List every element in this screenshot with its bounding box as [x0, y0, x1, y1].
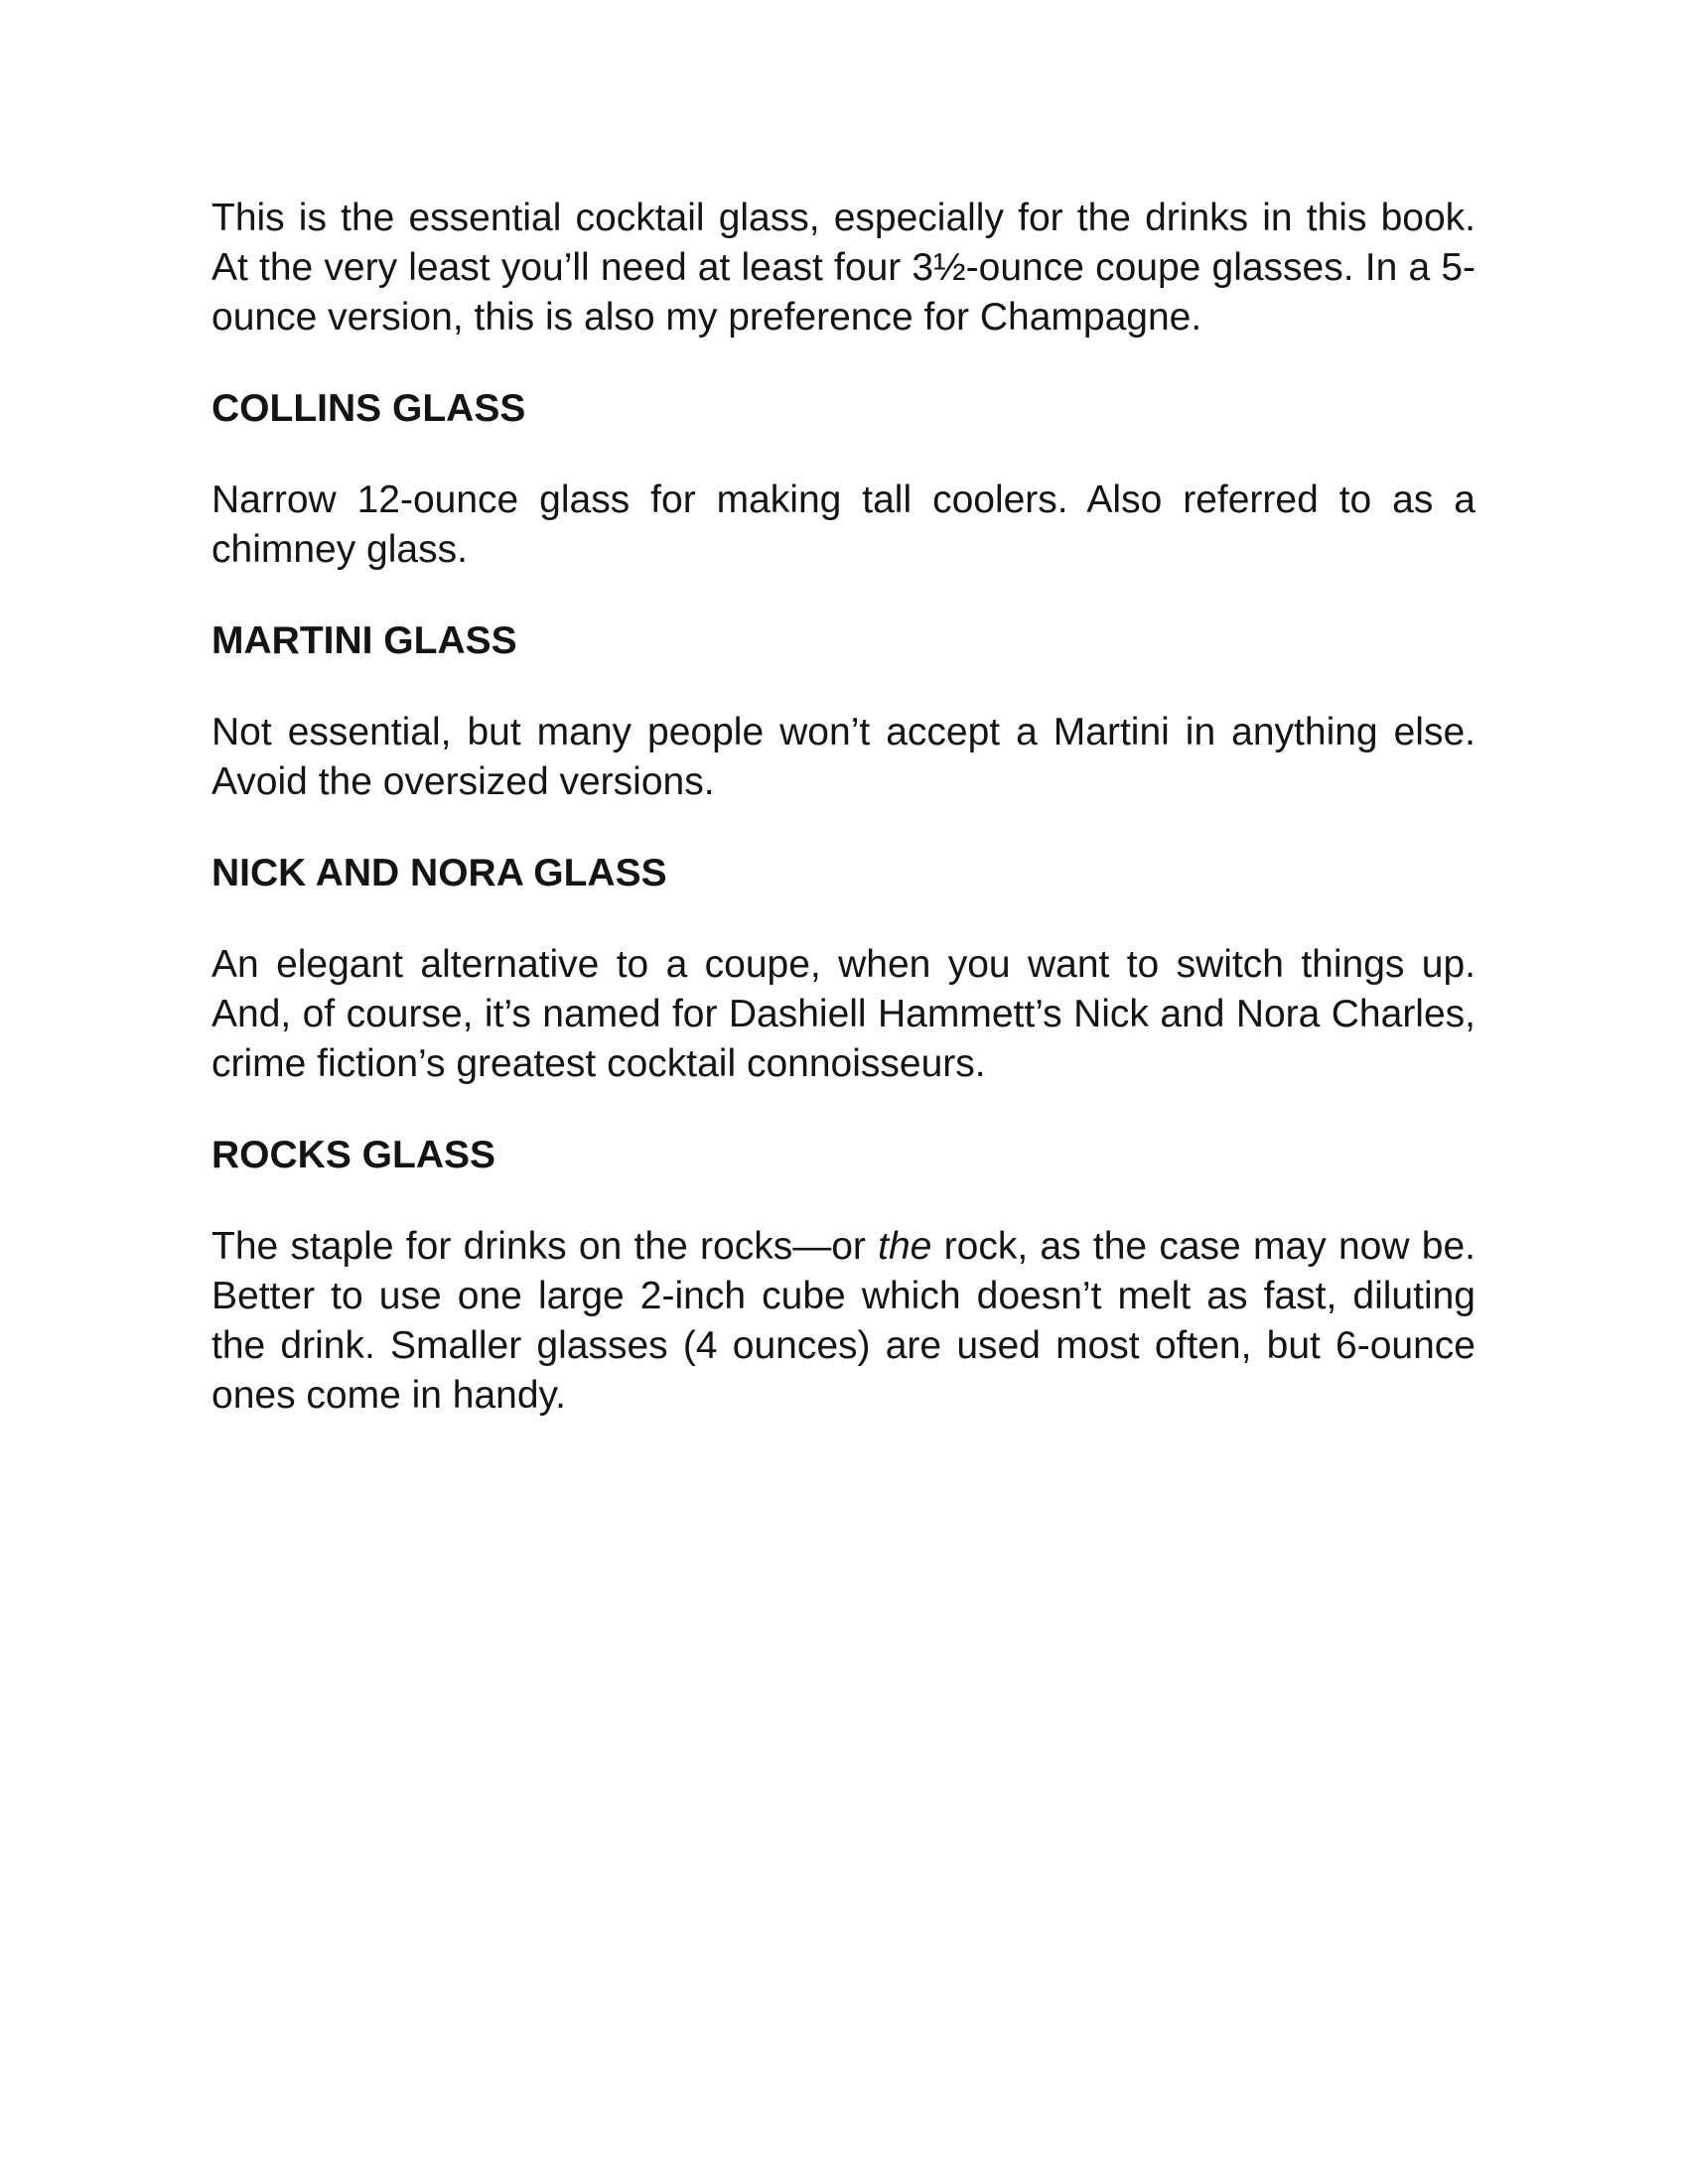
spacer	[211, 1089, 1476, 1131]
rocks-body-text-end: rock, as the case may now be. Better to use one large 2-inch cube which doesn’t melt as fast, diluting the drink. Smaller glasses (4 ounces) are used most often, but 6-ounce ones come in handy.	[211, 1225, 1476, 1417]
rocks-body-text-start: The staple for drinks on the rocks—or	[211, 1225, 879, 1268]
spacer	[211, 342, 1476, 384]
section-heading-martini: MARTINI GLASS	[211, 619, 517, 662]
section-heading-nick-and-nora: NICK AND NORA GLASS	[211, 852, 667, 894]
section-heading-rocks: ROCKS GLASS	[211, 1134, 496, 1176]
spacer	[211, 575, 1476, 616]
intro-paragraph: This is the essential cocktail glass, especially for the drinks in this book. At the very least you’ll need at least four 3½-ounce coupe glasses. In a 5-ounce version, this is also my preference for Champagne.	[211, 197, 1476, 339]
document-page	[211, 194, 1476, 1421]
section-body-nick-and-nora: An elegant alternative to a coupe, when you want to switch things up. And, of course, it’s named for Dashiell Hammett’s Nick and Nora Charles, crime fiction’s greatest cocktail connoisseurs.	[211, 943, 1476, 1085]
section-body-rocks	[211, 1222, 1476, 1421]
rocks-body-emphasis: the	[878, 1225, 932, 1268]
section-heading-collins: COLLINS GLASS	[211, 387, 526, 430]
section-body-martini: Not essential, but many people won’t accept a Martini in anything else. Avoid the oversized versions.	[211, 711, 1476, 803]
spacer	[211, 807, 1476, 849]
spacer	[211, 434, 1476, 476]
spacer	[211, 666, 1476, 708]
spacer	[211, 1180, 1476, 1222]
spacer	[211, 898, 1476, 940]
section-body-collins: Narrow 12-ounce glass for making tall coolers. Also referred to as a chimney glass.	[211, 478, 1476, 571]
